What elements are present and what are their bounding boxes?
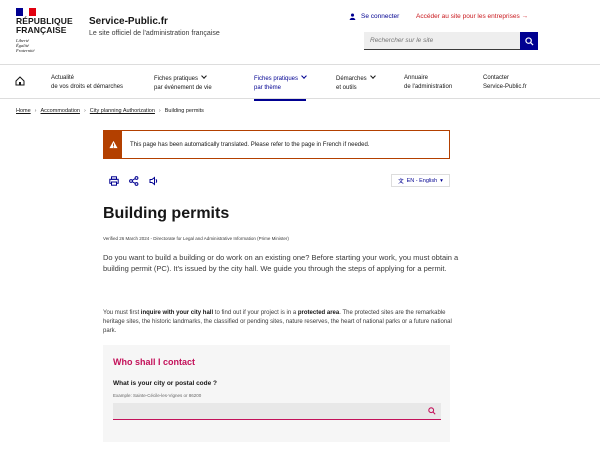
share-icon[interactable]: [129, 176, 139, 186]
translate-icon: 文: [398, 178, 404, 185]
home-icon: [15, 76, 25, 86]
city-field-label: What is your city or postal code ?: [113, 380, 218, 387]
arrow-right-icon: →: [521, 13, 529, 20]
chevron-down-icon: [201, 73, 207, 79]
site-tagline: Le site officiel de l'administration française: [89, 30, 220, 37]
nav-item-news[interactable]: Actualité de vos droits et démarches: [51, 75, 124, 90]
print-icon[interactable]: [109, 176, 119, 186]
breadcrumb-current: Building permits: [164, 108, 204, 114]
search-icon: [525, 37, 534, 46]
login-label: Se connecter: [361, 13, 400, 20]
protected-area-paragraph: You must first inquire with your city hall to find out if your project is in a protected area. The protected sites are the remarkable heritage sites, the historic landmarks, the classified or pending sites, nature reserves, the heart of national parks or a future national park.: [103, 310, 452, 335]
warning-icon: [104, 131, 122, 158]
motto: Liberté Égalité Fraternité: [16, 38, 35, 53]
site-name[interactable]: Service-Public.fr: [89, 16, 168, 27]
business-site-link[interactable]: [416, 13, 528, 20]
page-title: Building permits: [103, 205, 230, 222]
nav-item-contact[interactable]: Contacter Service-Public.fr: [483, 75, 527, 90]
nav-item-themes[interactable]: Fiches pratiques par thème: [254, 74, 306, 93]
republique-francaise-logo[interactable]: RÉPUBLIQUE FRANÇAISE: [16, 16, 73, 35]
marianne-flag-logo: [16, 8, 36, 16]
contact-finder-title: Who shall I contact: [113, 357, 196, 367]
login-link[interactable]: [349, 13, 399, 20]
verified-date: Verified 26 March 2024 - Directorate for Legal and Administrative Information (Prime Minister): [103, 236, 289, 241]
nav-item-procedures[interactable]: Démarches et outils: [336, 74, 375, 93]
breadcrumb-accommodation[interactable]: Accommodation: [40, 108, 80, 114]
caret-down-icon: ▾: [440, 177, 443, 184]
search-input[interactable]: [364, 32, 520, 50]
page-intro: Do you want to build a building or do work on an existing one? Before starting your work, you must obtain a building permit (PC). It's issued by the city hall. We guide you through the steps of applying for a permit.: [103, 253, 459, 273]
language-selector[interactable]: [391, 174, 450, 187]
chevron-right-icon: ›: [83, 108, 86, 114]
city-input[interactable]: [113, 403, 441, 420]
chevron-down-icon: [301, 73, 307, 79]
speaker-icon[interactable]: [149, 176, 159, 186]
business-site-label: Accéder au site pour les entreprises: [416, 13, 520, 20]
translation-alert: [103, 130, 450, 159]
search-button[interactable]: [520, 32, 538, 50]
contact-finder: [103, 345, 450, 442]
nav-item-directory[interactable]: Annuaire de l'administration: [404, 75, 453, 90]
chevron-right-icon: ›: [34, 108, 37, 114]
home-button[interactable]: [15, 73, 25, 91]
page-tools: [109, 176, 159, 186]
main-navigation: [0, 64, 600, 99]
user-icon: [349, 13, 356, 20]
alert-message: This page has been automatically translated. Please refer to the page in French if needed.: [130, 141, 370, 148]
breadcrumb-city-planning[interactable]: City planning Authorization: [89, 108, 155, 114]
chevron-right-icon: ›: [158, 108, 161, 114]
city-field-hint: Example: Sainte-Cécile-les-Vignes or 86200: [113, 393, 202, 398]
site-header: [0, 0, 600, 64]
nav-item-life-events[interactable]: Fiches pratiques par événement de vie: [154, 74, 212, 93]
breadcrumb-home[interactable]: Home: [16, 108, 31, 114]
site-search: [364, 32, 538, 50]
breadcrumb: [16, 108, 204, 114]
language-label: EN - English: [406, 177, 438, 184]
search-icon[interactable]: [428, 407, 436, 415]
chevron-down-icon: [370, 73, 376, 79]
